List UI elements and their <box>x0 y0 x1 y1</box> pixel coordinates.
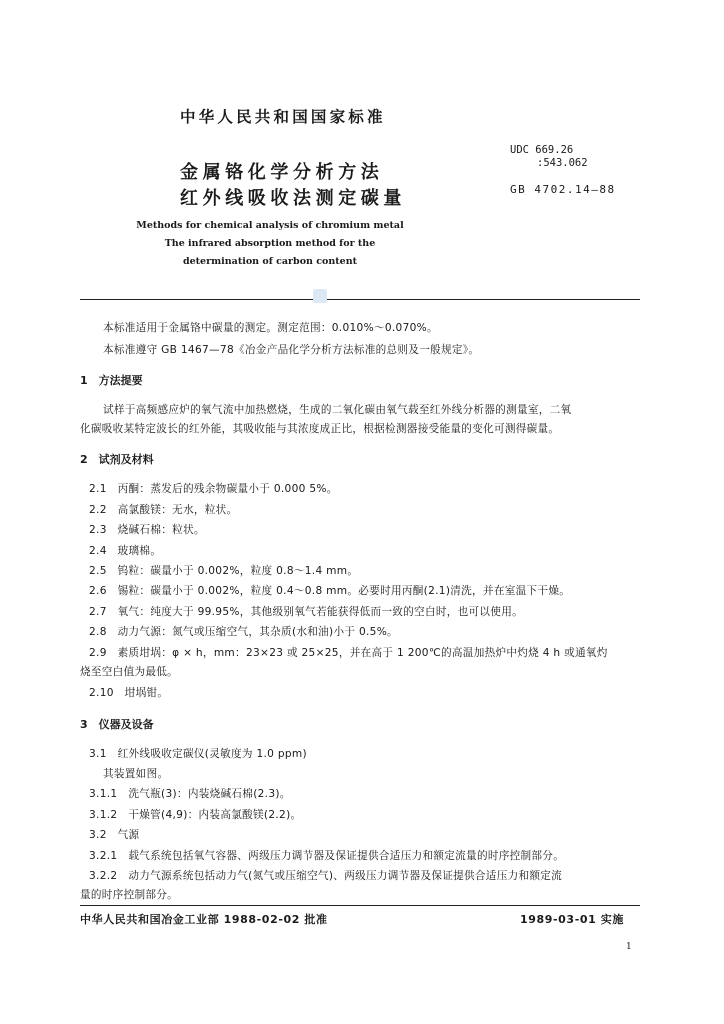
reagent-item: 2.7 氧气：纯度大于 99.95%，其他级别氧气若能获得低而一致的空白时，也可以使用。 <box>89 606 523 618</box>
reagent-item-crucible-line2: 烧至空白值为最低。 <box>80 666 179 678</box>
intro-scope: 本标准适用于金属铬中碳量的测定。测定范围：0.010%～0.070%。 <box>103 322 438 334</box>
equipment-item: 3.1.2 干燥管(4,9)：内装高氯酸镁(2.2)。 <box>89 809 302 821</box>
equipment-item: 其装置如图。 <box>103 768 169 780</box>
reagent-item: 2.2 高氯酸镁：无水，粒状。 <box>89 504 238 516</box>
english-title-line1: Methods for chemical analysis of chromium metal <box>136 220 404 231</box>
english-title-line2: The infrared absorption method for the <box>164 238 376 249</box>
reagent-item: 2.5 钨粒：碳量小于 0.002%，粒度 0.8～1.4 mm。 <box>89 565 359 577</box>
english-title-line3: determination of carbon content <box>182 256 358 267</box>
reagent-item-crucible-line1: 2.9 素质坩埚：φ × h，mm：23×23 或 25×25，并在高于 1 200℃的高温加热炉中灼烧 4 h 或通氧灼 <box>89 647 608 659</box>
udc-code-sub: :543.062 <box>537 157 588 169</box>
page-number: 1 <box>626 942 632 952</box>
equipment-item: 3.1 红外线吸收定碳仪(灵敏度为 1.0 ppm) <box>89 748 307 760</box>
equipment-item: 3.2 气源 <box>89 829 140 841</box>
reagent-item: 2.3 烧碱石棉：粒状。 <box>89 524 205 536</box>
implementation-date: 1989-03-01 实施 <box>520 913 624 926</box>
equipment-item: 3.1.1 洗气瓶(3)：内装烧碱石棉(2.3)。 <box>89 788 291 800</box>
equipment-item: 3.2.2 动力气源系统包括动力气(氮气或压缩空气)、两级压力调节器及保证提供合适压力和额定流 <box>89 870 563 882</box>
reagent-item: 2.10 坩埚钳。 <box>89 687 169 699</box>
footer-divider <box>80 905 640 906</box>
standard-org-title: 中华人民共和国国家标准 <box>180 108 386 126</box>
header-divider <box>80 299 640 300</box>
equipment-item: 量的时序控制部分。 <box>80 889 179 901</box>
document-title-line2: 红外线吸收法测定碳量 <box>180 188 406 209</box>
gb-number: GB 4702.14—88 <box>510 183 616 196</box>
reagent-item: 2.1 丙酮：蒸发后的残余物碳量小于 0.000 5%。 <box>89 483 338 495</box>
document-title-line1: 金属铬化学分析方法 <box>180 162 384 183</box>
reagent-item: 2.4 玻璃棉。 <box>89 545 162 557</box>
section-1-heading: 1 方法提要 <box>80 374 143 387</box>
section-1-text-line1: 试样于高频感应炉的氧气流中加热燃烧，生成的二氧化碳由氧气载至红外线分析器的测量室，二氧 <box>103 404 572 416</box>
equipment-item: 3.2.1 载气系统包括氧气容器、两级压力调节器及保证提供合适压力和额定流量的时序控制部分。 <box>89 850 565 862</box>
section-2-heading: 2 试剂及材料 <box>80 453 154 466</box>
stamp-mark <box>313 289 327 303</box>
approval-date: 中华人民共和国冶金工业部 1988-02-02 批准 <box>80 913 328 926</box>
section-1-text-line2: 化碳吸收某特定波长的红外能，其吸收能与其浓度成正比，根据检测器接受能量的变化可测得碳量。 <box>80 423 560 435</box>
section-3-heading: 3 仪器及设备 <box>80 718 154 731</box>
intro-reference: 本标准遵守 GB 1467—78《冶金产品化学分析方法标准的总则及一般规定》。 <box>103 344 480 356</box>
reagent-item: 2.8 动力气源：氮气或压缩空气，其杂质(水和油)小于 0.5%。 <box>89 626 398 638</box>
udc-code: UDC 669.26 <box>510 144 574 156</box>
reagent-item: 2.6 锡粒：碳量小于 0.002%，粒度 0.4～0.8 mm。必要时用丙酮(2.1)清洗，并在室温下干燥。 <box>89 585 571 597</box>
